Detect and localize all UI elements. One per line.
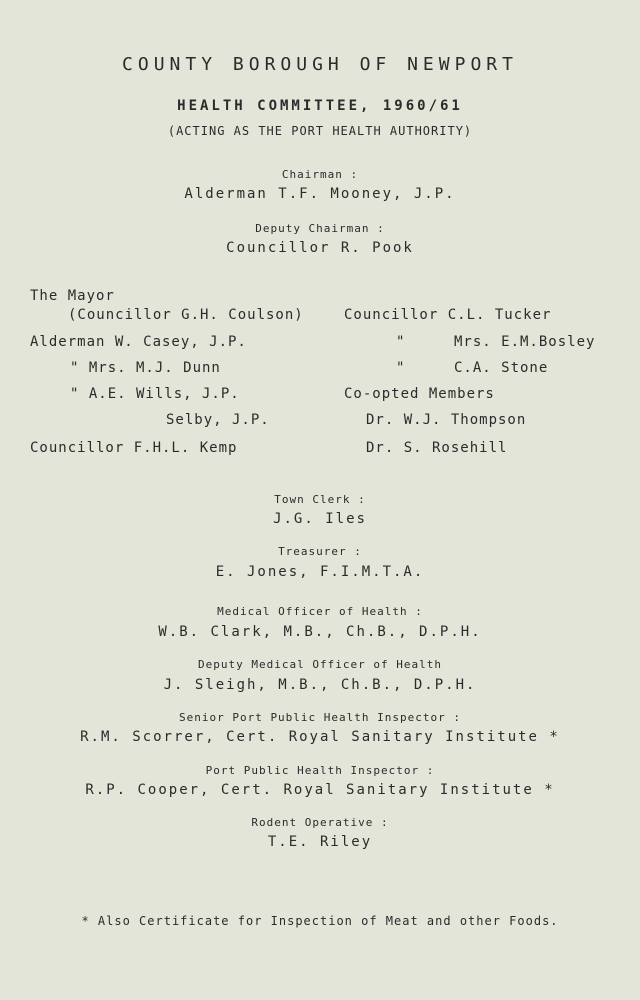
member-left-6: Selby, J.P. (166, 412, 270, 428)
coopted-member-1: Dr. W.J. Thompson (366, 412, 527, 428)
borough-title: COUNTY BOROUGH OF NEWPORT (122, 54, 518, 75)
coopted-member-2: Dr. S. Rosehill (366, 440, 508, 456)
officer-name-4: J. Sleigh, M.B., Ch.B., D.P.H. (163, 677, 477, 693)
member-left-2: (Councillor G.H. Coulson) (68, 307, 304, 323)
officer-name-6: R.P. Cooper, Cert. Royal Sanitary Institute * (85, 782, 555, 798)
committee-heading: HEALTH COMMITTEE, 1960/61 (177, 98, 463, 114)
coopted-heading: Co-opted Members (344, 386, 495, 402)
member-left-7: Councillor F.H.L. Kemp (30, 440, 238, 456)
officer-role-1: Town Clerk : (274, 493, 366, 506)
chairman-role: Chairman : (281, 168, 359, 181)
officer-role-5: Senior Port Public Health Inspector : (178, 711, 462, 724)
acting-subtitle: (ACTING AS THE PORT HEALTH AUTHORITY) (167, 124, 473, 138)
officer-name-2: E. Jones, F.I.M.T.A. (215, 564, 425, 580)
officer-name-5: R.M. Scorrer, Cert. Royal Sanitary Institute * (80, 729, 560, 745)
officer-name-1: J.G. Iles (273, 511, 367, 527)
officer-role-6: Port Public Health Inspector : (205, 764, 435, 777)
member-left-3: Alderman W. Casey, J.P. (30, 334, 247, 350)
chairman-name: Alderman T.F. Mooney, J.P. (184, 186, 456, 202)
officer-name-3: W.B. Clark, M.B., Ch.B., D.P.H. (158, 624, 482, 640)
officer-role-7: Rodent Operative : (251, 816, 389, 829)
officer-role-2: Treasurer : (278, 545, 362, 558)
deputy-chairman-name: Councillor R. Pook (226, 240, 414, 256)
member-right-2-ditto: " (396, 334, 406, 350)
footnote: * Also Certificate for Inspection of Meat and other Foods. (81, 914, 559, 928)
officer-name-7: T.E. Riley (267, 834, 373, 850)
member-right-3: C.A. Stone (454, 360, 549, 376)
member-right-2: Mrs. E.M.Bosley (454, 334, 596, 350)
member-left-4: " Mrs. M.J. Dunn (70, 360, 221, 376)
member-left-5: " A.E. Wills, J.P. (70, 386, 240, 402)
officer-role-3: Medical Officer of Health : (217, 605, 423, 618)
member-right-1: Councillor C.L. Tucker (344, 307, 552, 323)
member-right-3-ditto: " (396, 360, 406, 376)
deputy-chairman-role: Deputy Chairman : (255, 222, 385, 235)
member-left-1: The Mayor (30, 288, 115, 304)
officer-role-4: Deputy Medical Officer of Health (198, 658, 442, 671)
